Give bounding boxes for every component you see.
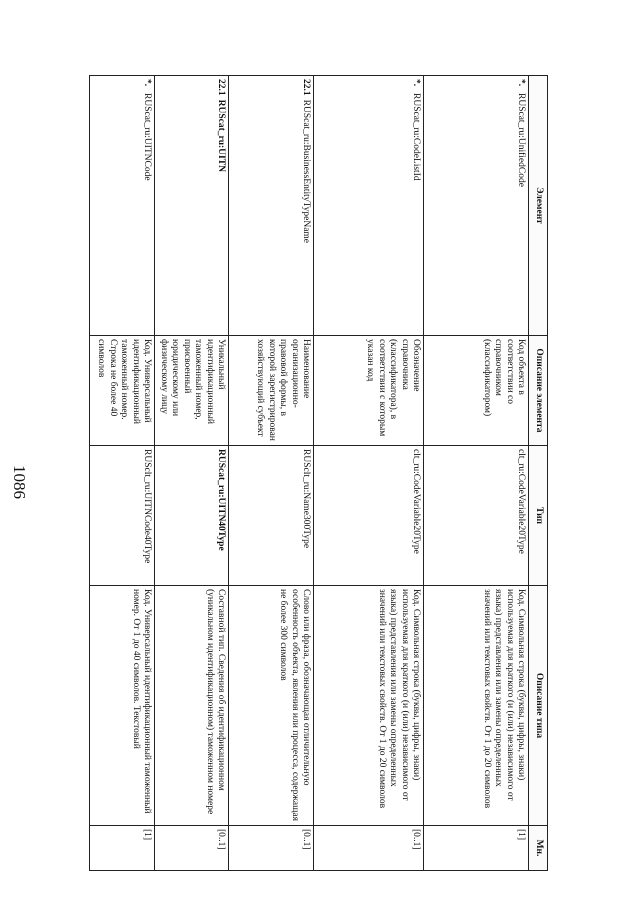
element-desc-cell: Обозначение справочника (классификатора), в соответствии с которым указан код (314, 336, 424, 446)
element-name: RUScat_ru:BusinessEntityTypeName (301, 99, 312, 244)
type-desc-cell: Код. Символьная строка (буквы, цифры, знаки) используемая для краткого (и (или) независимого от языка) представления или замены определенных значений или текстовых свойств. От 1 до 20 символов (314, 586, 424, 826)
type-desc-cell: Слово или фраза, обозначающая отличительную особенность объекта, явления или процесса, содержащая не более 300 символов (229, 586, 314, 826)
element-cell (314, 76, 424, 336)
table-header-row (529, 76, 548, 871)
type-desc-cell: Код. Символьная строка (буквы, цифры, знаки) используемая для краткого (и (или) независимого от языка) представления или замены определенных значений или текстовых свойств. От 1 до 20 символов (424, 586, 529, 826)
table-row (424, 76, 529, 871)
page-number: 1086 (10, 465, 29, 499)
header-type-desc: Описание типа (529, 586, 548, 826)
element-desc-cell: Наименование организационно-правовой формы, в которой зарегистрирован хозяйствующий субъект (229, 336, 314, 446)
element-desc-cell: Уникальный идентификационный таможенный номер, присвоенный юридическому или физическому лицу (155, 336, 229, 446)
element-desc-cell: Код. Универсальный идентификационный таможенный номер. Строка не более 40 символов (90, 336, 155, 446)
rotated-table-container (93, 75, 548, 870)
type-desc-cell: Код. Универсальный идентификационный таможенный номер. От 1 до 40 символов. Текстовый (90, 586, 155, 826)
type-cell: RUSclt_ru:UITNCode40Type (90, 446, 155, 586)
element-name: RUScat_ru:UnifiedCode (516, 93, 527, 187)
type-cell: clt_ru:CodeVariable20Type (314, 446, 424, 586)
element-cell (155, 76, 229, 336)
table-row (314, 76, 424, 871)
table-row (155, 76, 229, 871)
element-name: RUScat_ru:CodeListId (411, 93, 422, 181)
row-marker: *. (516, 79, 527, 87)
mn-cell: [0..1] (229, 826, 314, 871)
table-row (229, 76, 314, 871)
element-cell (229, 76, 314, 336)
type-desc-cell: Составной тип. Сведения об идентификационном (уникальном идентификационном) таможенном номере (155, 586, 229, 826)
element-name: RUScat_ru:UITNCode (142, 93, 153, 181)
header-element-desc: Описание элемента (529, 336, 548, 446)
row-marker: *. (411, 79, 422, 87)
mn-cell: [0..1] (155, 826, 229, 871)
header-element: Элемент (529, 76, 548, 336)
data-table (90, 75, 549, 871)
table-row (90, 76, 155, 871)
header-type: Тип (529, 446, 548, 586)
row-marker: 22.1 (216, 79, 227, 96)
type-cell: RUScat_ru:UITN40Type (155, 446, 229, 586)
mn-cell: [1] (424, 826, 529, 871)
type-cell: clt_ru:CodeVariable20Type (424, 446, 529, 586)
header-mn: Мн. (529, 826, 548, 871)
element-desc-cell: Код объекта в соответствии со справочником (классификатором) (424, 336, 529, 446)
mn-cell: [0..1] (314, 826, 424, 871)
element-name: RUScat_ru:UITN (216, 99, 227, 172)
element-cell (424, 76, 529, 336)
element-cell (90, 76, 155, 336)
row-marker: 22.1 (301, 79, 312, 96)
row-marker: *. (142, 79, 153, 87)
mn-cell: [1] (90, 826, 155, 871)
type-cell: RUSclt_ru:Name300Type (229, 446, 314, 586)
